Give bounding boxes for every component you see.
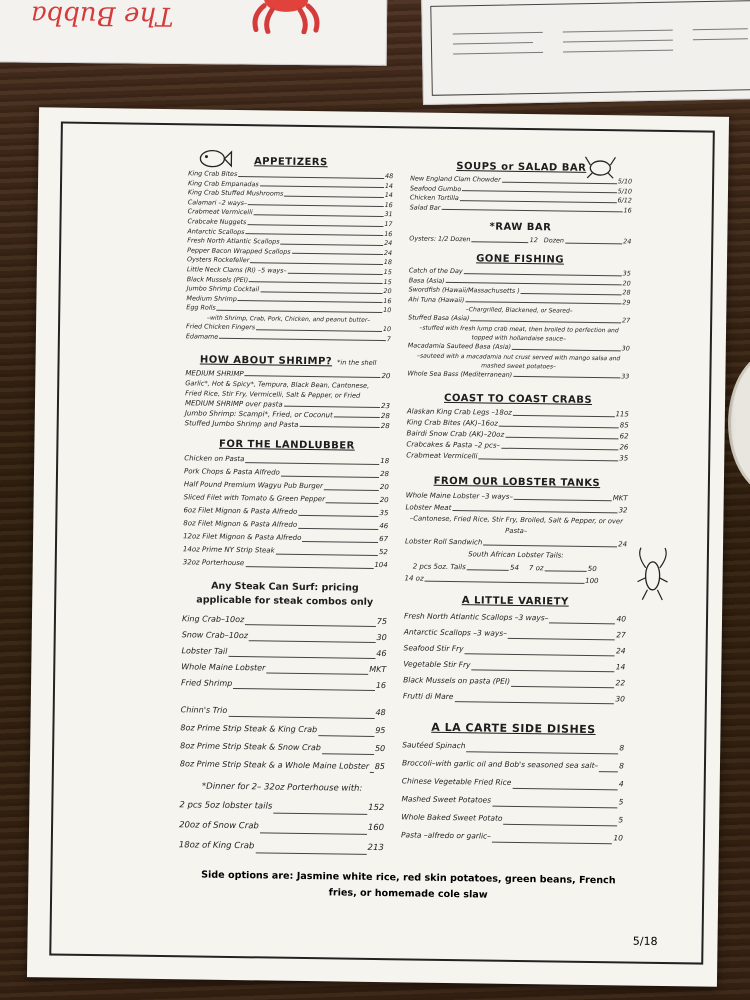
item-name: Black Mussels on pasta (PEI) bbox=[403, 675, 511, 686]
item-name: Swordfish (Hawaii/Massachusetts ) bbox=[408, 285, 520, 296]
sides-title: A LA CARTE SIDE DISHES bbox=[431, 720, 596, 737]
menu-item bbox=[410, 203, 632, 216]
item-price: 48 bbox=[384, 172, 394, 181]
item-name: 8oz Filet Mignon & Pasta Alfredo bbox=[183, 519, 298, 529]
leader-dots bbox=[512, 774, 618, 790]
menu-item bbox=[185, 418, 390, 431]
leader-dots bbox=[245, 453, 379, 465]
item-price: 8 bbox=[619, 743, 625, 753]
item-price: 10 bbox=[613, 833, 624, 843]
leader-dots bbox=[549, 611, 615, 625]
combo-list bbox=[180, 701, 386, 776]
leader-dots bbox=[513, 408, 615, 417]
item-name: King Crab Empanadas bbox=[188, 178, 259, 188]
leader-dots bbox=[228, 702, 374, 719]
raw-bar-title: *RAW BAR bbox=[489, 221, 552, 234]
leader-dots bbox=[492, 828, 613, 845]
item-name: Edamame bbox=[185, 331, 219, 341]
leader-dots bbox=[249, 276, 383, 284]
lobster-list bbox=[404, 490, 627, 588]
leader-dots bbox=[255, 836, 366, 855]
leader-dots bbox=[256, 323, 382, 331]
item-price: 22 bbox=[615, 678, 626, 688]
leader-dots bbox=[511, 674, 615, 688]
item-name: King Crab Bites (AK)–16oz bbox=[406, 418, 499, 428]
item-price: 28 bbox=[622, 288, 631, 297]
leader-dots bbox=[276, 545, 378, 556]
item-name: Macadamia Sauteed Basa (Asia) bbox=[407, 341, 512, 351]
item-price: 14 bbox=[384, 181, 394, 190]
item-name: New England Clam Chowder bbox=[410, 174, 501, 184]
right-column bbox=[401, 156, 633, 847]
leader-dots bbox=[318, 721, 374, 737]
menu-item bbox=[401, 826, 623, 847]
lobster-prep-note: –Cantonese, Fried Rice, Stir Fry, Broiled, Salt & Pepper, or over Pasta– bbox=[409, 514, 623, 536]
item-price: 28 bbox=[380, 422, 390, 431]
item-price: 20 bbox=[379, 496, 389, 505]
menu-item bbox=[406, 451, 628, 465]
item-name: Alaskan King Crab Legs –18oz bbox=[406, 407, 512, 417]
item-price: 20 bbox=[379, 483, 389, 492]
item-name: Fresh North Atlantic Scallops –3 ways– bbox=[403, 611, 549, 623]
item-name: Calamari –2 ways– bbox=[187, 198, 248, 207]
gone-fishing-title: GONE FISHING bbox=[476, 253, 565, 266]
leader-dots bbox=[248, 199, 384, 207]
item-name: Stuffed Jumbo Shrimp and Pasta bbox=[184, 419, 299, 429]
item-name: Chicken on Pasta bbox=[184, 454, 245, 464]
item-price: MKT bbox=[369, 664, 387, 675]
leader-dots bbox=[284, 190, 384, 198]
item-price: 35 bbox=[619, 454, 629, 463]
item-price: 30 bbox=[376, 633, 387, 643]
item-name: Pepper Bacon Wrapped Scallops bbox=[187, 246, 291, 256]
leader-dots bbox=[298, 519, 378, 530]
leader-dots bbox=[281, 238, 384, 246]
item-price: 27 bbox=[616, 630, 626, 640]
side-options-text: Side options are: Jasmine white rice, red skin potatoes, green beans, French fries, or homemade cole slaw bbox=[201, 869, 616, 901]
crabs-title: COAST TO COAST CRABS bbox=[443, 393, 593, 407]
item-name: Fried Chicken Fingers bbox=[186, 322, 256, 332]
item-name: Lobster Roll Sandwich bbox=[405, 537, 483, 547]
leader-dots bbox=[599, 757, 618, 772]
raw-dozen-label: Dozen bbox=[543, 236, 565, 245]
page-number: 5/18 bbox=[632, 934, 658, 948]
lobster-logo-icon bbox=[632, 546, 673, 603]
item-price: 40 bbox=[616, 614, 627, 624]
leader-dots bbox=[254, 209, 384, 217]
leader-dots bbox=[260, 180, 384, 188]
item-price: 48 bbox=[375, 708, 386, 718]
leader-dots bbox=[446, 276, 622, 285]
item-price: 20 bbox=[381, 372, 391, 381]
leader-dots bbox=[266, 661, 368, 675]
item-name: Jumbo Shrimp: Scampi*, Fried, or Coconut bbox=[184, 409, 333, 420]
leader-dots bbox=[273, 797, 367, 815]
item-name: 8oz Prime Strip Steak & King Crab bbox=[180, 723, 318, 735]
item-price: 18 bbox=[380, 457, 390, 466]
leader-dots bbox=[334, 410, 380, 418]
item-price: 24 bbox=[618, 540, 628, 549]
macadamia-note: –sauteed with a macadamia nut crust served with mango salsa and mashed sweet potatoes– bbox=[417, 352, 621, 370]
item-price: MKT bbox=[612, 494, 628, 503]
item-name: Whole Maine Lobster bbox=[181, 662, 266, 673]
item-price: 75 bbox=[376, 617, 388, 627]
leader-dots bbox=[545, 562, 587, 572]
item-price: 10 bbox=[382, 324, 392, 334]
leader-dots bbox=[238, 295, 383, 304]
leader-dots bbox=[281, 467, 379, 478]
item-price: 29 bbox=[622, 298, 631, 307]
leader-dots bbox=[260, 285, 382, 293]
item-price: 7 bbox=[386, 334, 391, 343]
item-name: Jumbo Shrimp Cocktail bbox=[186, 284, 260, 294]
item-name: Chinese Vegetable Fried Rice bbox=[401, 776, 512, 788]
item-price: 16 bbox=[384, 229, 393, 238]
leader-dots bbox=[505, 430, 619, 440]
item-price: 26 bbox=[619, 443, 629, 452]
item-price: 50 bbox=[374, 744, 386, 754]
leader-dots bbox=[464, 267, 622, 276]
item-price: 32 bbox=[618, 506, 628, 515]
leader-dots bbox=[298, 506, 378, 517]
item-name: Bairdi Snow Crab (AK)–20oz bbox=[406, 429, 505, 439]
leader-dots bbox=[471, 236, 528, 243]
item-name: Medium Shrimp bbox=[186, 294, 237, 303]
item-name: Seafood Gumbo bbox=[409, 184, 462, 193]
leader-dots bbox=[245, 612, 376, 627]
item-name: Crabmeat Vermicelli bbox=[187, 207, 253, 217]
leader-dots bbox=[247, 218, 383, 226]
item-name: Antarctic Scallops –3 ways– bbox=[403, 627, 508, 638]
item-price: 17 bbox=[384, 220, 393, 229]
landlubber-title: FOR THE LANDLUBBER bbox=[218, 438, 355, 452]
item-price: 5/10 bbox=[617, 186, 633, 196]
menu-item bbox=[186, 332, 391, 344]
dinner-for-two-title: *Dinner for 2– 32oz Porterhouse with: bbox=[201, 781, 363, 794]
item-price: 85 bbox=[619, 421, 629, 430]
item-name: 6oz Filet Mignon & Pasta Alfredo bbox=[183, 506, 298, 516]
appetizers-list bbox=[186, 169, 393, 344]
item-price: 16 bbox=[375, 681, 387, 691]
menu-item bbox=[407, 369, 629, 382]
item-name: King Crab–10oz bbox=[181, 614, 245, 625]
gone-fishing-list bbox=[407, 266, 631, 381]
leader-dots bbox=[452, 502, 617, 513]
item-name: 14oz Prime NY Strip Steak bbox=[182, 545, 275, 555]
item-price: 20 bbox=[383, 287, 392, 296]
leader-dots bbox=[501, 441, 619, 451]
item-name: 14 oz bbox=[404, 574, 424, 583]
background-menu-right bbox=[421, 0, 750, 105]
menu-item bbox=[404, 572, 626, 587]
tails-price: 54 bbox=[509, 563, 519, 573]
appetizers-title: APPETIZERS bbox=[253, 156, 328, 169]
leader-dots bbox=[441, 204, 622, 213]
item-price: 67 bbox=[379, 535, 389, 544]
item-name: Broccoli–with garlic oil and Bob's seasoned sea salt– bbox=[401, 758, 599, 771]
shrimp-subtitle: *in the shell bbox=[337, 358, 377, 368]
item-name: Sliced Filet with Tomato & Green Pepper bbox=[183, 493, 326, 504]
item-name: Frutti di Mare bbox=[402, 691, 454, 702]
item-name: King Crab Bites bbox=[188, 169, 238, 178]
item-name: Fresh North Atlantic Scallops bbox=[187, 236, 280, 246]
item-name: Crabcakes & Pasta –2 pcs– bbox=[406, 440, 501, 450]
leader-dots bbox=[513, 370, 620, 378]
tails-7oz-label: 7 oz bbox=[528, 564, 544, 573]
shrimp-header bbox=[186, 347, 391, 369]
leader-dots bbox=[326, 493, 379, 504]
item-price: 14 bbox=[615, 662, 626, 672]
egg-roll-note: –with Shrimp, Crab, Pork, Chicken, and peanut butter– bbox=[206, 314, 371, 324]
item-price: 20 bbox=[622, 278, 631, 288]
item-name: Seafood Stir Fry bbox=[403, 643, 464, 654]
item-name: 12oz Filet Mignon & Pasta Alfredo bbox=[183, 532, 302, 543]
soups-title: SOUPS or SALAD BAR bbox=[456, 161, 587, 174]
item-price: 104 bbox=[374, 561, 388, 570]
left-column bbox=[179, 151, 394, 858]
leader-dots bbox=[499, 419, 619, 429]
leader-dots bbox=[460, 194, 617, 203]
leader-dots bbox=[288, 267, 383, 275]
item-name: Ahi Tuna (Hawaii) bbox=[408, 295, 465, 304]
leader-dots bbox=[466, 737, 618, 754]
item-price: 27 bbox=[621, 316, 631, 325]
menu-item bbox=[181, 675, 386, 694]
menu-item bbox=[179, 815, 384, 838]
surf-list bbox=[181, 611, 387, 694]
item-name: Basa (Asia) bbox=[408, 275, 445, 285]
surf-title: Any Steak Can Surf: pricing applicable for steak combos only bbox=[196, 580, 374, 609]
item-price: 35 bbox=[622, 269, 631, 278]
leader-dots bbox=[483, 537, 617, 548]
item-name: Catch of the Day bbox=[408, 266, 463, 276]
raw-bar-row bbox=[409, 235, 631, 248]
fish-prep-note: –Chargrilled, Blackened, or Seared– bbox=[465, 306, 573, 316]
item-price: 24 bbox=[615, 646, 626, 656]
menu-item bbox=[403, 688, 625, 707]
leader-dots bbox=[467, 561, 509, 571]
item-price: 23 bbox=[380, 402, 391, 411]
item-price: 15 bbox=[383, 267, 392, 277]
item-price: 16 bbox=[623, 206, 632, 215]
leader-dots bbox=[292, 248, 383, 256]
dinner-for-two-list bbox=[179, 795, 385, 858]
variety-list bbox=[403, 608, 626, 707]
item-price: 6/12 bbox=[617, 196, 632, 205]
background-menu-border bbox=[430, 0, 750, 96]
item-name: Egg Rolls bbox=[186, 303, 216, 313]
item-price: 115 bbox=[615, 410, 629, 419]
item-price: 100 bbox=[585, 577, 599, 586]
item-price: 18 bbox=[383, 258, 393, 267]
item-name: Pasta –alfredo or garlic– bbox=[400, 830, 492, 841]
item-name: Black Mussels (PEI) bbox=[186, 274, 249, 284]
raw-bar-label: Oysters: 1/2 Dozen bbox=[409, 234, 471, 244]
item-price: 160 bbox=[367, 822, 385, 834]
leader-dots bbox=[502, 176, 617, 184]
item-price: 46 bbox=[376, 649, 387, 659]
script-title: The Bubba bbox=[30, 0, 174, 31]
shrimp-styles: Garlic*, Hot & Spicy*, Tempura, Black Bean, Cantonese, bbox=[185, 379, 370, 390]
item-price: 30 bbox=[615, 694, 625, 704]
leader-dots bbox=[512, 343, 621, 351]
leader-dots bbox=[284, 400, 380, 408]
item-name: Stuffed Basa (Asia) bbox=[408, 313, 470, 323]
item-price: 35 bbox=[379, 509, 389, 518]
lobster-title: FROM OUR LOBSTER TANKS bbox=[433, 475, 601, 490]
shrimp-list bbox=[185, 368, 391, 431]
item-name: Fried Shrimp bbox=[181, 678, 233, 689]
item-price: 28 bbox=[380, 470, 390, 479]
leader-dots bbox=[219, 332, 386, 341]
leader-dots bbox=[370, 758, 374, 773]
leader-dots bbox=[260, 816, 367, 834]
item-price: 8 bbox=[619, 761, 625, 771]
leader-dots bbox=[217, 304, 383, 313]
leader-dots bbox=[492, 792, 618, 809]
menu-item bbox=[179, 835, 384, 858]
soups-list bbox=[410, 174, 633, 215]
item-price: 30 bbox=[621, 344, 630, 353]
tails-label: 2 pcs 5oz. Tails bbox=[412, 562, 466, 572]
item-name: Salad Bar bbox=[409, 203, 441, 212]
leader-dots bbox=[228, 644, 375, 659]
stuffed-basa-note: –stuffed with fresh lump crab meat, then broiled to perfection and topped with hollandaise sauce– bbox=[419, 324, 619, 343]
menu-item bbox=[180, 755, 385, 776]
item-name: Crabcake Nuggets bbox=[187, 217, 247, 227]
item-price: 14 bbox=[384, 191, 393, 200]
item-name: 20oz of Snow Crab bbox=[179, 820, 259, 832]
item-price: 213 bbox=[367, 842, 384, 854]
plate bbox=[728, 350, 750, 496]
crabs-list bbox=[406, 407, 629, 465]
item-price: 24 bbox=[384, 239, 393, 248]
leader-dots bbox=[465, 296, 621, 305]
variety-title: A LITTLE VARIETY bbox=[461, 595, 569, 608]
item-price: 52 bbox=[378, 548, 388, 557]
item-price: 31 bbox=[384, 210, 393, 219]
leader-dots bbox=[565, 237, 622, 244]
leader-dots bbox=[465, 641, 616, 656]
leader-dots bbox=[425, 573, 585, 584]
shrimp-title: HOW ABOUT SHRIMP? bbox=[199, 354, 333, 368]
leader-dots bbox=[470, 315, 621, 324]
item-price: 5/10 bbox=[617, 177, 633, 186]
leader-dots bbox=[245, 369, 381, 378]
item-price: 4 bbox=[618, 779, 624, 789]
item-price: 24 bbox=[383, 248, 393, 257]
item-price: 10 bbox=[383, 306, 392, 315]
item-name: Oysters Rockefeller bbox=[186, 255, 250, 265]
leader-dots bbox=[503, 810, 617, 827]
red-crab-icon bbox=[246, 0, 326, 34]
leader-dots bbox=[299, 420, 379, 428]
item-price: 5 bbox=[618, 815, 624, 825]
item-name: Chicken Tortilla bbox=[409, 193, 459, 203]
item-name: Whole Maine Lobster –3 ways– bbox=[405, 491, 514, 502]
item-name: Half Pound Premium Wagyu Pub Burger bbox=[183, 480, 323, 491]
raw-half-price: 12 bbox=[529, 236, 538, 245]
item-name: Lobster Tail bbox=[181, 646, 228, 657]
leader-dots bbox=[250, 257, 383, 265]
background-menu-left bbox=[0, 0, 387, 66]
leader-dots bbox=[233, 676, 375, 691]
item-name: Lobster Meat bbox=[405, 503, 452, 513]
item-price: 152 bbox=[368, 802, 385, 814]
leader-dots bbox=[454, 689, 614, 704]
leader-dots bbox=[462, 185, 616, 194]
leader-dots bbox=[249, 628, 376, 643]
item-name: 32oz Porterhouse bbox=[182, 558, 245, 568]
item-price: 15 bbox=[383, 277, 392, 286]
item-name: MEDIUM SHRIMP bbox=[185, 369, 244, 379]
item-price: 62 bbox=[619, 432, 629, 441]
leader-dots bbox=[471, 657, 614, 672]
item-price: 95 bbox=[375, 726, 386, 736]
tails-title: South African Lobster Tails: bbox=[468, 550, 564, 560]
leader-dots bbox=[245, 557, 373, 569]
item-name: Vegetable Stir Fry bbox=[403, 659, 471, 670]
item-name: Crabmeat Vermicelli bbox=[406, 451, 478, 461]
shrimp-styles-2: Fried Rice, Stir Fry, Vermicelli, Salt & Pepper, or Fried bbox=[185, 389, 361, 400]
menu-item bbox=[179, 795, 384, 818]
item-price: 28 bbox=[380, 412, 390, 421]
item-price: 16 bbox=[384, 200, 393, 209]
item-name: Whole Baked Sweet Potato bbox=[401, 812, 503, 823]
item-name: 18oz of King Crab bbox=[178, 840, 255, 852]
item-name: MEDIUM SHRIMP over pasta bbox=[184, 399, 283, 409]
item-price: 46 bbox=[379, 522, 389, 531]
leader-dots bbox=[514, 491, 612, 501]
item-name: Snow Crab–10oz bbox=[181, 630, 249, 641]
tails-7oz-price: 50 bbox=[587, 565, 597, 574]
leader-dots bbox=[521, 287, 622, 295]
item-price: 85 bbox=[374, 762, 385, 772]
item-name: 2 pcs 5oz lobster tails bbox=[179, 800, 273, 812]
item-name: 8oz Prime Strip Steak & Snow Crab bbox=[180, 741, 321, 753]
item-name: Antarctic Scallops bbox=[187, 226, 245, 236]
leader-dots bbox=[478, 452, 618, 462]
leader-dots bbox=[238, 170, 384, 179]
raw-dozen-price: 24 bbox=[623, 237, 632, 246]
item-name: Pork Chops & Pasta Alfredo bbox=[183, 467, 280, 477]
leader-dots bbox=[302, 532, 378, 543]
item-name: Whole Sea Bass (Mediterranean) bbox=[407, 368, 513, 379]
menu-page bbox=[27, 107, 729, 987]
item-price: 33 bbox=[621, 371, 630, 381]
leader-dots bbox=[508, 626, 615, 640]
item-price: 5 bbox=[618, 797, 624, 807]
item-name: 8oz Prime Strip Steak & a Whole Maine Lobster bbox=[179, 759, 370, 771]
leader-dots bbox=[324, 480, 379, 491]
item-name: Chinn's Trio bbox=[180, 705, 228, 716]
menu-item bbox=[183, 556, 388, 572]
sides-list bbox=[401, 736, 624, 847]
item-name: Little Neck Clams (RI) –5 ways– bbox=[186, 265, 287, 275]
leader-dots bbox=[246, 228, 384, 237]
item-name: Sautéed Spinach bbox=[402, 740, 466, 751]
item-price: 16 bbox=[383, 296, 392, 305]
item-name: King Crab Stuffed Mushrooms bbox=[187, 188, 284, 198]
leader-dots bbox=[322, 739, 374, 755]
landlubber-list bbox=[183, 452, 390, 572]
item-name: Mashed Sweet Potatoes bbox=[401, 794, 492, 805]
